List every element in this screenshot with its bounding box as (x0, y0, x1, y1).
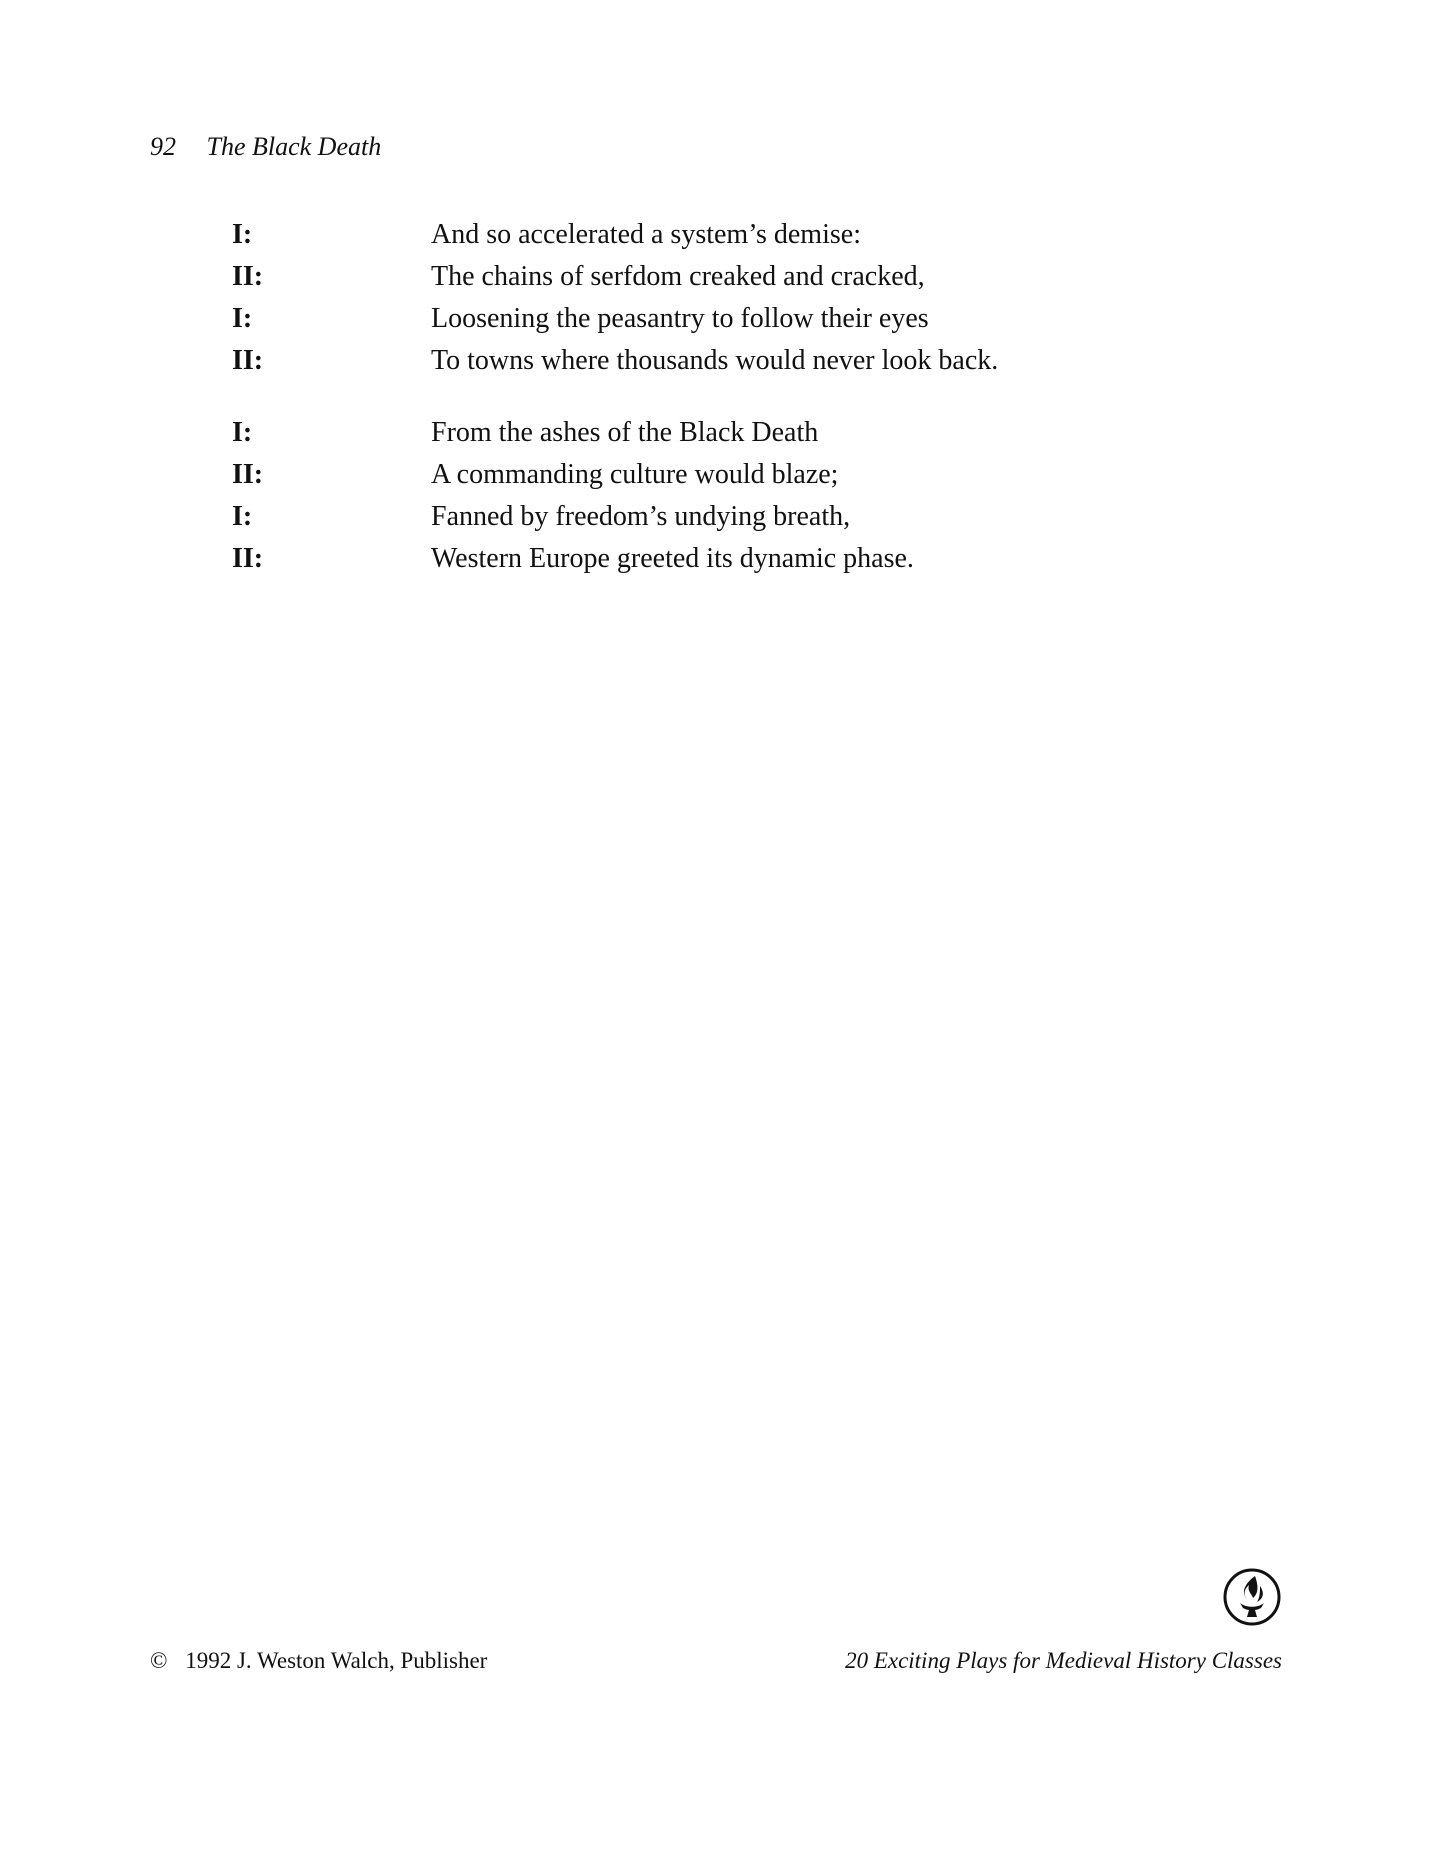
speaker-label: I: (232, 303, 253, 334)
stanza-1 (232, 214, 1132, 382)
verse-text: To towns where thousands would never look back. (431, 345, 999, 376)
verse-text: A commanding culture would blaze; (431, 459, 839, 490)
verse-text: Loosening the peasantry to follow their eyes (431, 303, 929, 334)
speaker-label: II: (232, 261, 264, 292)
verse-text: The chains of serfdom creaked and cracked, (431, 261, 925, 292)
speaker-label: II: (232, 543, 264, 574)
verse-line (232, 214, 1132, 256)
section-title: The Black Death (206, 132, 382, 161)
speaker-label: I: (232, 501, 253, 532)
verse-line (232, 412, 1132, 454)
verse-text: And so accelerated a system’s demise: (431, 219, 861, 250)
verse-line (232, 538, 1132, 580)
copyright-notice (150, 1648, 487, 1674)
verse-text: Fanned by freedom’s undying breath, (431, 501, 851, 532)
copyright-text: 1992 J. Weston Walch, Publisher (185, 1648, 488, 1673)
verse-line (232, 298, 1132, 340)
verse-line (232, 496, 1132, 538)
verse-text: Western Europe greeted its dynamic phase. (431, 543, 914, 574)
verse-text: From the ashes of the Black Death (431, 417, 819, 448)
running-head (150, 132, 381, 162)
page-number: 92 (150, 132, 176, 161)
copyright-symbol: © (150, 1648, 168, 1673)
speaker-label: II: (232, 459, 264, 490)
verse-line (232, 340, 1132, 382)
verse-line (232, 454, 1132, 496)
stanza-2 (232, 412, 1132, 580)
verse-line (232, 256, 1132, 298)
publisher-torch-logo-icon (1222, 1567, 1282, 1627)
book-title: 20 Exciting Plays for Medieval History Classes (845, 1648, 1282, 1673)
speaker-label: I: (232, 219, 253, 250)
speaker-label: I: (232, 417, 253, 448)
speaker-label: II: (232, 345, 264, 376)
